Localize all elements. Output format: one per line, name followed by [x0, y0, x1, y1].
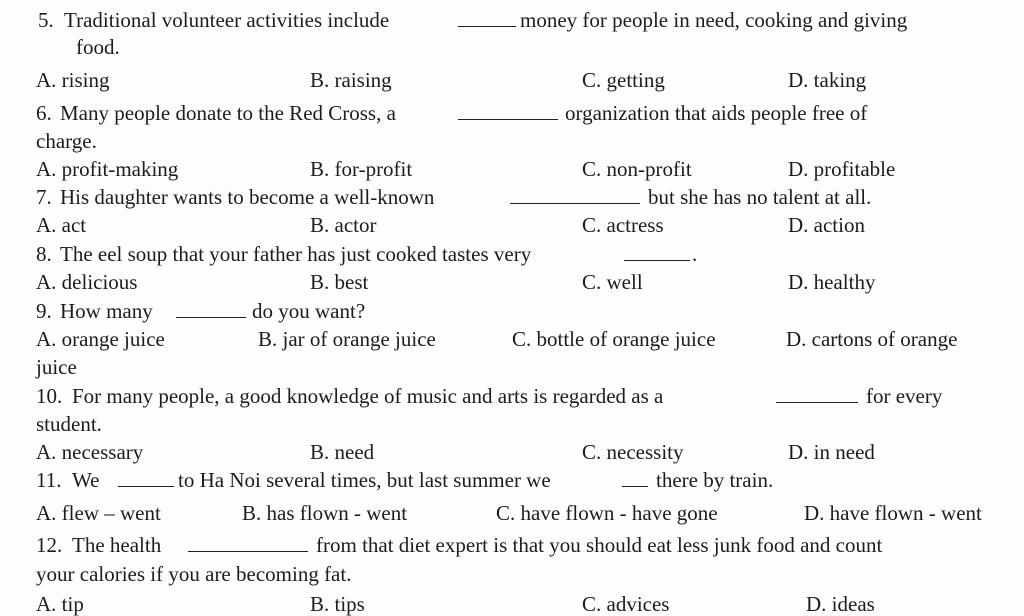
- question-11-stem: [0, 466, 1024, 494]
- question-8-options: [0, 268, 1024, 296]
- question-10-options: [0, 438, 1024, 466]
- question-text: .: [692, 242, 698, 266]
- option-a[interactable]: A. flew – went: [36, 501, 161, 525]
- option-b[interactable]: B. tips: [310, 592, 365, 616]
- answer-blank: [508, 183, 642, 211]
- question-text: The health: [72, 533, 162, 557]
- answer-blank-1: [116, 466, 176, 494]
- question-5-stem-cont: [0, 33, 1024, 61]
- option-a[interactable]: A. orange juice: [36, 327, 165, 351]
- question-7-stem: [0, 183, 1024, 211]
- question-number: 8.: [36, 242, 52, 266]
- option-d-cont: juice: [36, 355, 77, 379]
- question-number: 5.: [38, 8, 54, 32]
- question-number: 9.: [36, 299, 52, 323]
- option-a[interactable]: A. rising: [36, 68, 110, 92]
- question-10-stem-cont: [0, 410, 1024, 438]
- option-b[interactable]: B. jar of orange juice: [258, 327, 436, 351]
- question-number: 6.: [36, 101, 52, 125]
- question-text: Many people donate to the Red Cross, a: [60, 101, 396, 125]
- option-c[interactable]: C. getting: [582, 68, 665, 92]
- answer-blank: [186, 531, 310, 559]
- question-number: 7.: [36, 185, 52, 209]
- option-d[interactable]: D. cartons of orange: [786, 327, 958, 351]
- question-8-stem: [0, 240, 1024, 268]
- option-c[interactable]: C. advices: [582, 592, 670, 616]
- option-c[interactable]: C. necessity: [582, 440, 684, 464]
- option-a[interactable]: A. tip: [36, 592, 84, 616]
- question-text: your calories if you are becoming fat.: [36, 562, 352, 586]
- option-c[interactable]: C. have flown - have gone: [496, 501, 718, 525]
- answer-blank: [774, 382, 860, 410]
- option-b[interactable]: B. raising: [310, 68, 392, 92]
- question-text: there by train.: [656, 468, 774, 492]
- question-text: food.: [76, 35, 120, 59]
- question-text: We: [72, 468, 100, 492]
- question-9-options: [0, 325, 1024, 353]
- answer-blank: [174, 297, 248, 325]
- option-c[interactable]: C. actress: [582, 213, 664, 237]
- option-b[interactable]: B. best: [310, 270, 369, 294]
- option-d[interactable]: D. ideas: [806, 592, 875, 616]
- question-12-stem-cont: [0, 560, 1024, 588]
- question-10-stem: [0, 382, 1024, 410]
- question-11-options: [0, 499, 1024, 527]
- option-c[interactable]: C. bottle of orange juice: [512, 327, 716, 351]
- option-a[interactable]: A. act: [36, 213, 87, 237]
- question-number: 10.: [36, 384, 63, 408]
- question-text: For many people, a good knowledge of music and arts is regarded as a: [72, 384, 664, 408]
- option-d[interactable]: D. healthy: [788, 270, 876, 294]
- question-6-options: [0, 155, 1024, 183]
- option-d[interactable]: D. taking: [788, 68, 867, 92]
- answer-blank: [622, 240, 692, 268]
- answer-blank-2: [620, 466, 650, 494]
- question-text: student.: [36, 412, 102, 436]
- question-text: The eel soup that your father has just cooked tastes very: [60, 242, 532, 266]
- question-12-options: [0, 590, 1024, 616]
- question-text: from that diet expert is that you should eat less junk food and count: [316, 533, 883, 557]
- answer-blank: [456, 99, 560, 127]
- question-text: do you want?: [252, 299, 366, 323]
- question-text: money for people in need, cooking and giving: [520, 8, 908, 32]
- option-c[interactable]: C. non-profit: [582, 157, 692, 181]
- question-text: charge.: [36, 129, 97, 153]
- question-6-stem: [0, 99, 1024, 127]
- question-7-options: [0, 211, 1024, 239]
- question-text: to Ha Noi several times, but last summer we: [178, 468, 551, 492]
- question-text: How many: [60, 299, 153, 323]
- option-a[interactable]: A. profit-making: [36, 157, 179, 181]
- question-text: for every: [866, 384, 943, 408]
- question-number: 11.: [36, 468, 62, 492]
- question-text: His daughter wants to become a well-known: [60, 185, 435, 209]
- option-b[interactable]: B. need: [310, 440, 375, 464]
- option-d[interactable]: D. have flown - went: [804, 501, 982, 525]
- option-b[interactable]: B. has flown - went: [242, 501, 408, 525]
- option-d[interactable]: D. in need: [788, 440, 875, 464]
- question-text: but she has no talent at all.: [648, 185, 872, 209]
- question-9-stem: [0, 297, 1024, 325]
- question-9-options-cont: [0, 353, 1024, 381]
- question-number: 12.: [36, 533, 63, 557]
- option-c[interactable]: C. well: [582, 270, 643, 294]
- option-b[interactable]: B. actor: [310, 213, 377, 237]
- answer-blank: [456, 6, 518, 34]
- question-5-options: [0, 66, 1024, 94]
- question-text: Traditional volunteer activities include: [64, 8, 390, 32]
- question-text: organization that aids people free of: [565, 101, 868, 125]
- question-12-stem: [0, 531, 1024, 559]
- option-a[interactable]: A. necessary: [36, 440, 144, 464]
- option-d[interactable]: D. profitable: [788, 157, 896, 181]
- option-a[interactable]: A. delicious: [36, 270, 138, 294]
- question-6-stem-cont: [0, 127, 1024, 155]
- option-d[interactable]: D. action: [788, 213, 865, 237]
- option-b[interactable]: B. for-profit: [310, 157, 413, 181]
- question-5-stem: [0, 6, 1024, 34]
